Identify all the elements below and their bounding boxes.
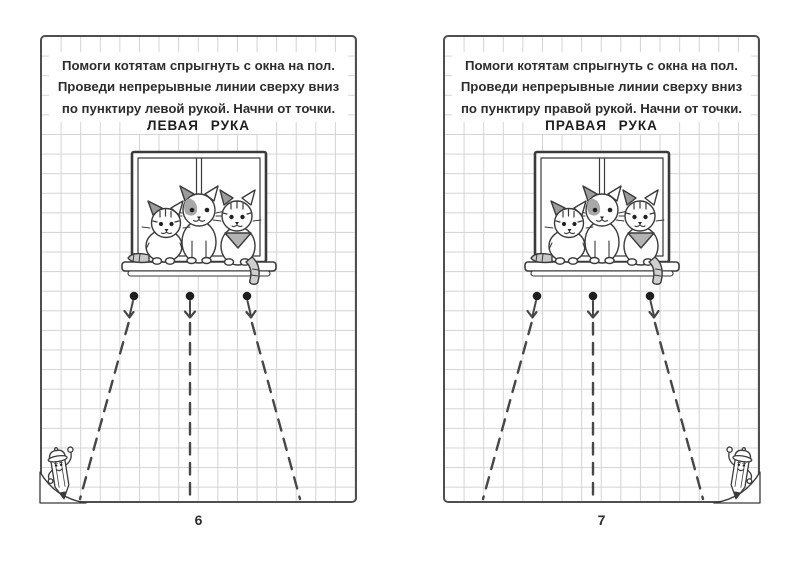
instruction-line: Проведи непрерывные линии сверху вниз [57, 79, 340, 95]
page-right [443, 35, 760, 528]
kittens-on-windowsill-illustration [522, 149, 682, 291]
instruction-line: Помоги котятам спрыгнуть с окна на пол. [465, 58, 738, 73]
exercise-heading [445, 117, 758, 135]
tracing-lines-with-start-dots-and-arrows [42, 287, 355, 501]
pencil-mascot-icon [713, 442, 761, 504]
instruction-line: по пунктиру правой рукой. Начни от точки. [460, 100, 743, 116]
exercise-heading-label: ПРАВАЯ РУКА [531, 117, 672, 134]
page-left [40, 35, 357, 528]
page-frame-left [40, 35, 357, 503]
instruction-line: Помоги котятам спрыгнуть с окна на пол. [62, 58, 335, 73]
tracing-lines-with-start-dots-and-arrows [445, 287, 758, 501]
pencil-mascot-icon [39, 442, 87, 504]
instruction-line: Проведи непрерывные линии сверху вниз [460, 79, 743, 95]
exercise-heading-label: ЛЕВАЯ РУКА [133, 117, 264, 134]
kittens-on-windowsill-illustration [119, 149, 279, 291]
instruction-text [49, 52, 348, 122]
page-number: 7 [597, 512, 606, 528]
page-number: 6 [194, 512, 203, 528]
page-frame-right [443, 35, 760, 503]
exercise-heading [42, 117, 355, 135]
instruction-text [452, 52, 751, 122]
instruction-line: по пунктиру левой рукой. Начни от точки. [61, 100, 336, 116]
